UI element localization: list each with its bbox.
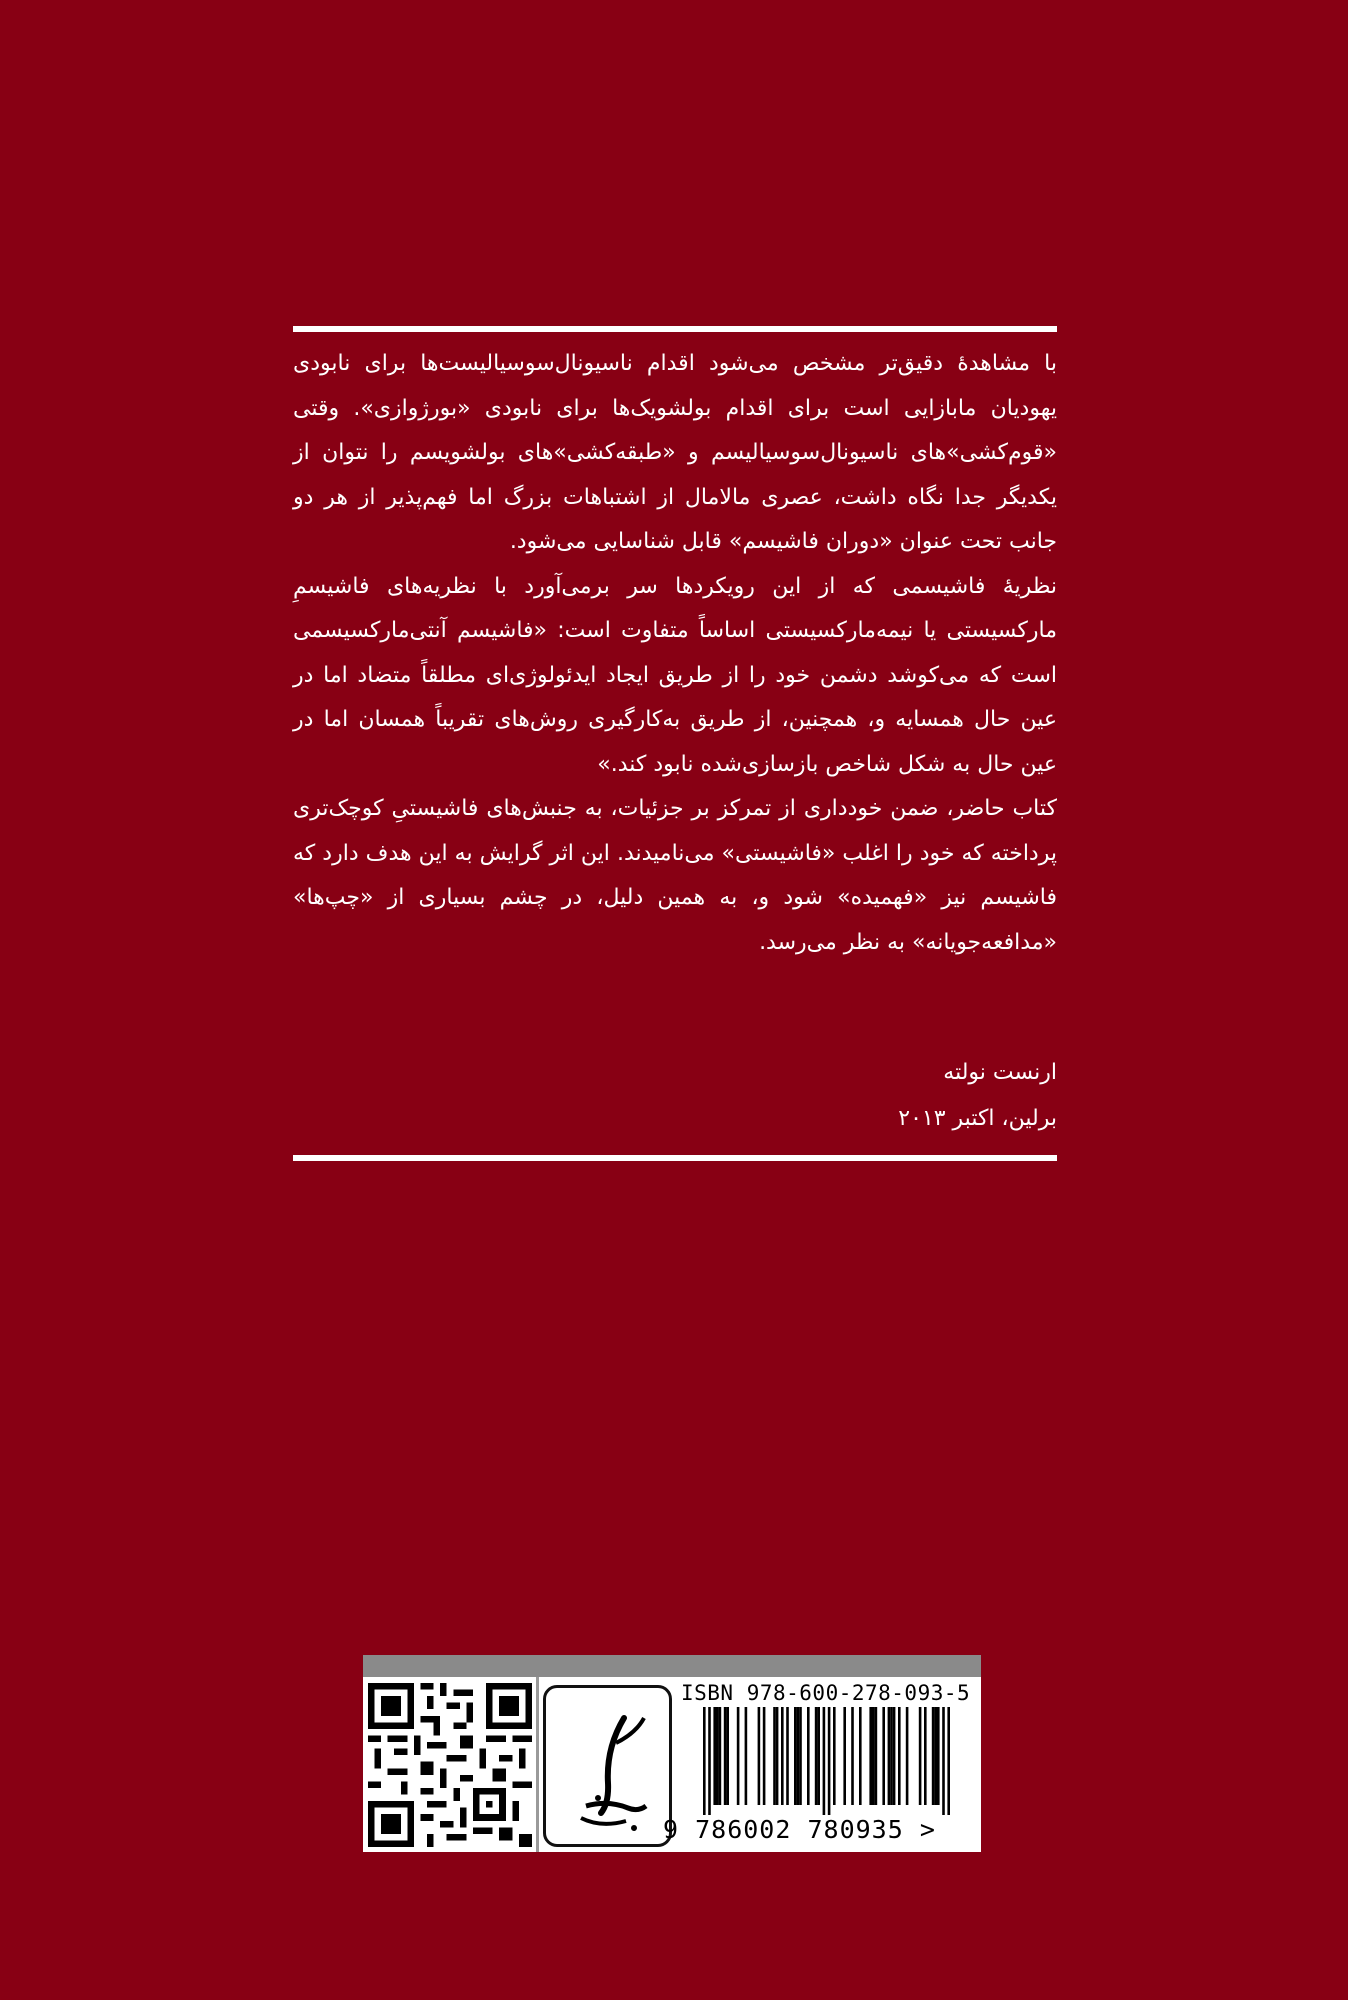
barcode-bar: [924, 1707, 927, 1805]
barcode-bar: [817, 1707, 820, 1805]
barcode-bar: [719, 1707, 722, 1805]
signature: [293, 1050, 1057, 1142]
barcode-bar: [882, 1707, 885, 1805]
panel-top-bar: [363, 1655, 981, 1677]
barcode-bar: [843, 1707, 846, 1805]
barcode-bar: [776, 1707, 779, 1805]
isbn-label: ISBN 978-600-278-093-5: [681, 1681, 971, 1705]
barcode-bar: [898, 1707, 901, 1805]
paragraph-3: کتاب حاضر، ضمن خودداری از تمرکز بر جزئیات، به جنبش‌های فاشیستیِ کوچک‌تری پرداخته که خود را اغلب «فاشیستی» می‌نامیدند. این اثر گرایش به این هدف دارد که فاشیسم نیز «فهمیده» شود و، به همین دلیل، در چشم بسیاری از «چپ‌ها» «مدافعه‌جویانه» به نظر می‌رسد.: [293, 796, 1057, 955]
barcode-bar: [758, 1707, 761, 1805]
barcode-bar: [893, 1707, 896, 1805]
barcode-bar: [737, 1707, 740, 1805]
barcode-bar: [763, 1707, 766, 1805]
paragraph-2: نظریهٔ فاشیسمی که از این رویکردها سر برمی‌آورد با نظریه‌های فاشیسمِ مارکسیستی یا نیمه‌مارکسیستی اساساً متفاوت است: «فاشیسم آنتی‌مارکسیسمی است که می‌کوشد دشمن خود را از طریق ایجاد ایدئولوژی‌ای مطلقاً متضاد اما در عین حال همسایه و، همچنین، از طریق به‌کارگیری روش‌های تقریباً همسان اما در عین حال به شکل شاخص بازسازی‌شده نابود کند.»: [293, 573, 1057, 777]
barcode-bar: [859, 1707, 862, 1805]
barcode-bar: [833, 1707, 836, 1805]
barcode-bar: [745, 1707, 748, 1805]
barcode-digits: 9 786002 780935 >: [663, 1815, 936, 1844]
barcode-bar: [872, 1707, 875, 1805]
qr-code-icon[interactable]: [367, 1683, 533, 1847]
barcode-bar: [875, 1707, 878, 1805]
barcode-bar: [781, 1707, 784, 1805]
barcode-bar: [934, 1707, 937, 1805]
barcode-bar: [888, 1707, 891, 1805]
barcode-bar: [708, 1707, 711, 1815]
barcode-bar: [906, 1707, 909, 1805]
barcode-bar: [794, 1707, 797, 1805]
blurb-text: [293, 342, 1057, 965]
barcode-bar: [713, 1707, 716, 1805]
place-date: برلین، اکتبر ۲۰۱۳: [898, 1106, 1057, 1131]
barcode-bar: [851, 1707, 854, 1805]
barcode-bar: [786, 1707, 789, 1805]
barcode-bar: [799, 1707, 802, 1805]
barcode-bar: [716, 1707, 719, 1805]
paragraph-1: با مشاهدهٔ دقیق‌تر مشخص می‌شود اقدام ناسیونال‌سوسیالیست‌ها برای نابودی یهودیان مابازایی است برای اقدام بولشویک‌ها برای نابودی «بورژوازی». وقتی «قوم‌کشی»های ناسیونال‌سوسیالیسم و «طبقه‌کشی»های بولشویسم را نتوان از یکدیگر جدا نگاه داشت، عصری مالامال از اشتباهات بزرگ اما فهم‌پذیر از هر دو جانب تحت عنوان «دوران فاشیسم» قابل شناسایی می‌شود.: [293, 351, 1057, 554]
barcode-bar: [947, 1707, 950, 1815]
ean-barcode: [681, 1707, 971, 1815]
barcode-bar: [942, 1707, 945, 1815]
author-name: ارنست نولته: [943, 1060, 1057, 1085]
barcode-bar: [890, 1707, 893, 1805]
barcode-bar: [937, 1707, 940, 1805]
barcode-bar: [807, 1707, 810, 1805]
barcode-bar: [726, 1707, 729, 1805]
barcode-bar: [703, 1707, 706, 1815]
panel-divider: [536, 1677, 539, 1852]
top-rule: [293, 326, 1057, 332]
barcode-bar: [869, 1707, 872, 1805]
barcode-bar: [828, 1707, 831, 1815]
barcode-bar: [797, 1707, 800, 1805]
bottom-rule: [293, 1155, 1057, 1161]
barcode-bar: [823, 1707, 826, 1815]
barcode-bar: [724, 1707, 727, 1805]
barcode-panel: [363, 1655, 981, 1852]
barcode-bar: [773, 1707, 776, 1805]
barcode-bar: [815, 1707, 818, 1805]
barcode-bar: [919, 1707, 922, 1805]
barcode-bar: [932, 1707, 935, 1805]
publisher-logo-icon: [543, 1685, 672, 1847]
